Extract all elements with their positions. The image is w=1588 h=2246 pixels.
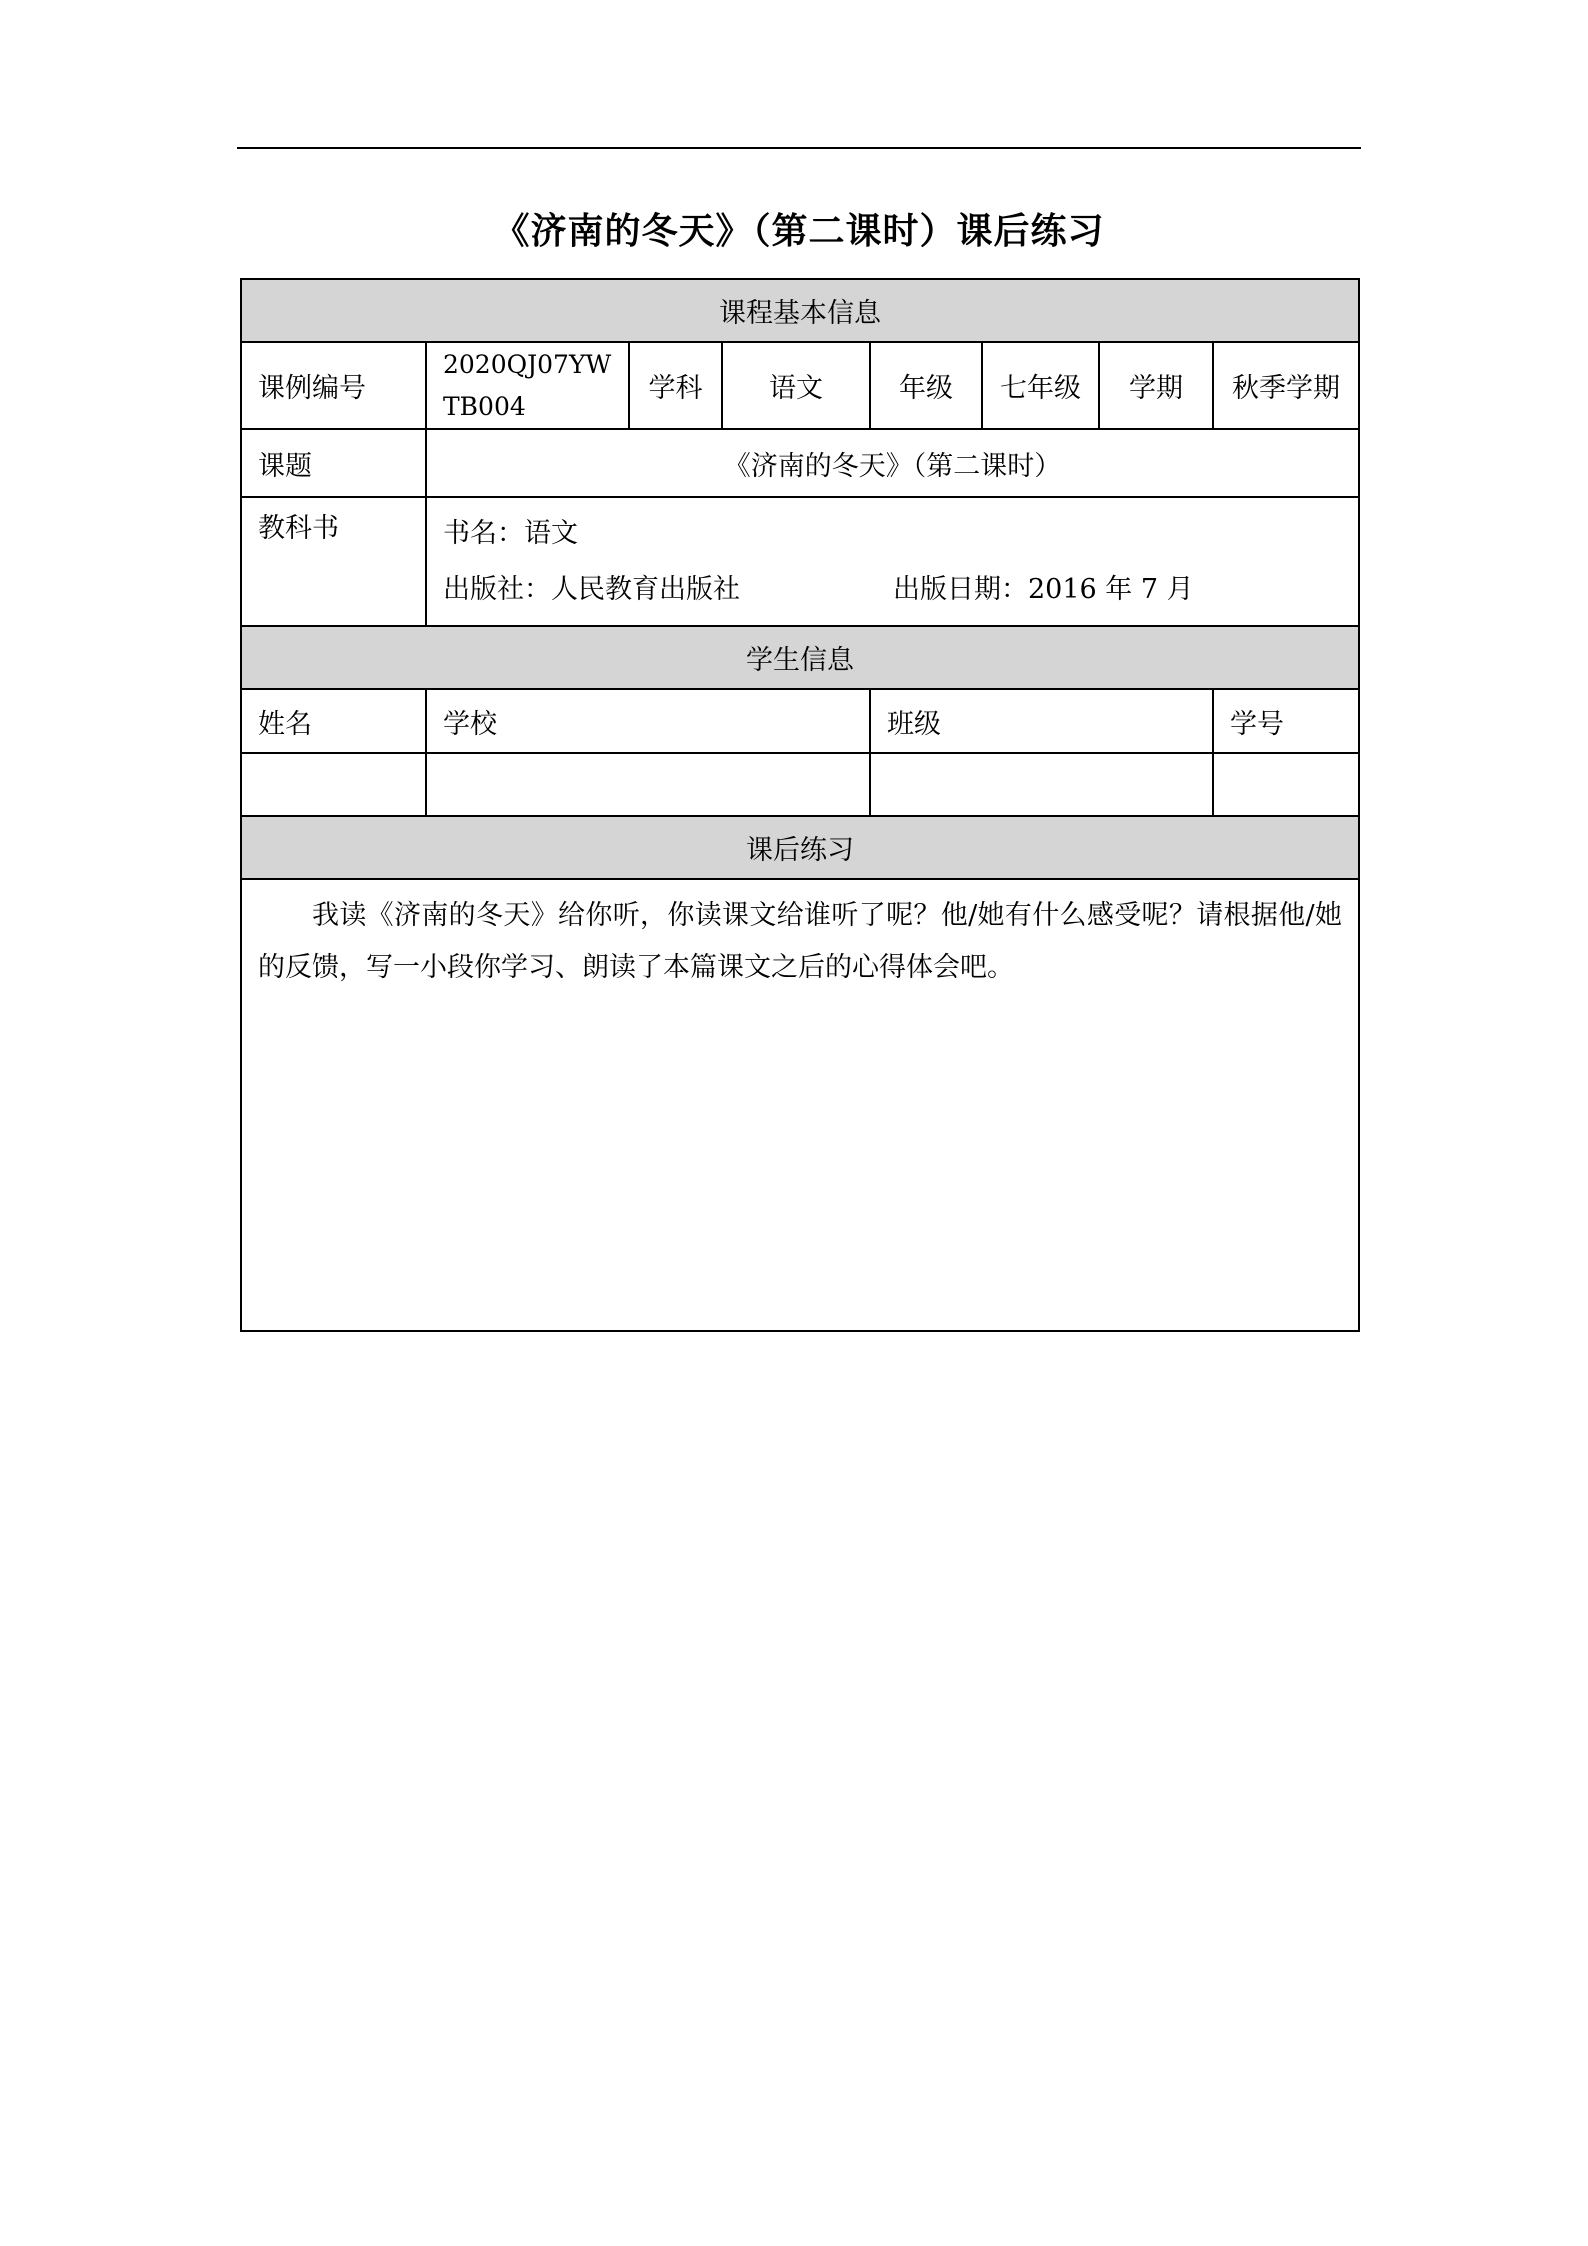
school-field[interactable] (426, 753, 870, 816)
grade-label: 年级 (870, 342, 982, 429)
course-info-header-row (241, 279, 1359, 342)
subject-value: 语文 (722, 342, 870, 429)
class-field[interactable] (870, 753, 1213, 816)
student-id-label: 学号 (1213, 689, 1359, 753)
subject-label: 学科 (629, 342, 722, 429)
code-value: 2020QJ07YWTB004 (426, 342, 629, 429)
student-info-header-row (241, 626, 1359, 689)
code-label: 课例编号 (241, 342, 426, 429)
exercise-answer-area[interactable] (241, 879, 1359, 1331)
publish-date: 出版日期：2016 年 7 月 (893, 574, 1194, 605)
student-entry-row (241, 753, 1359, 816)
publisher: 出版社：人民教育出版社 (443, 574, 740, 605)
course-basic-row (241, 342, 1359, 429)
page-title: 《济南的冬天》（第二课时）课后练习 (493, 211, 1105, 252)
class-label: 班级 (870, 689, 1213, 753)
publisher-line (443, 562, 1342, 618)
textbook-row (241, 497, 1359, 626)
exercise-heading: 课后练习 (241, 816, 1359, 879)
student-label-row (241, 689, 1359, 753)
course-info-heading: 课程基本信息 (241, 279, 1359, 342)
name-field[interactable] (241, 753, 426, 816)
exercise-prompt: 我读《济南的冬天》给你听，你读课文给谁听了呢？他/她有什么感受呢？请根据他/她的反馈，写一小段你学习、朗读了本篇课文之后的心得体会吧。 (258, 900, 1342, 983)
book-name: 书名：语文 (443, 518, 578, 549)
topic-value: 《济南的冬天》（第二课时） (426, 429, 1359, 497)
topic-row (241, 429, 1359, 497)
topic-label: 课题 (241, 429, 426, 497)
header-rule (237, 147, 1361, 149)
student-id-field[interactable] (1213, 753, 1359, 816)
school-label: 学校 (426, 689, 870, 753)
lesson-form-table (240, 278, 1360, 1332)
student-info-heading: 学生信息 (241, 626, 1359, 689)
term-label: 学期 (1099, 342, 1213, 429)
grade-value: 七年级 (982, 342, 1099, 429)
exercise-header-row (241, 816, 1359, 879)
exercise-row (241, 879, 1359, 1331)
textbook-details (426, 497, 1359, 626)
textbook-label: 教科书 (241, 497, 426, 626)
name-label: 姓名 (241, 689, 426, 753)
term-value: 秋季学期 (1213, 342, 1359, 429)
